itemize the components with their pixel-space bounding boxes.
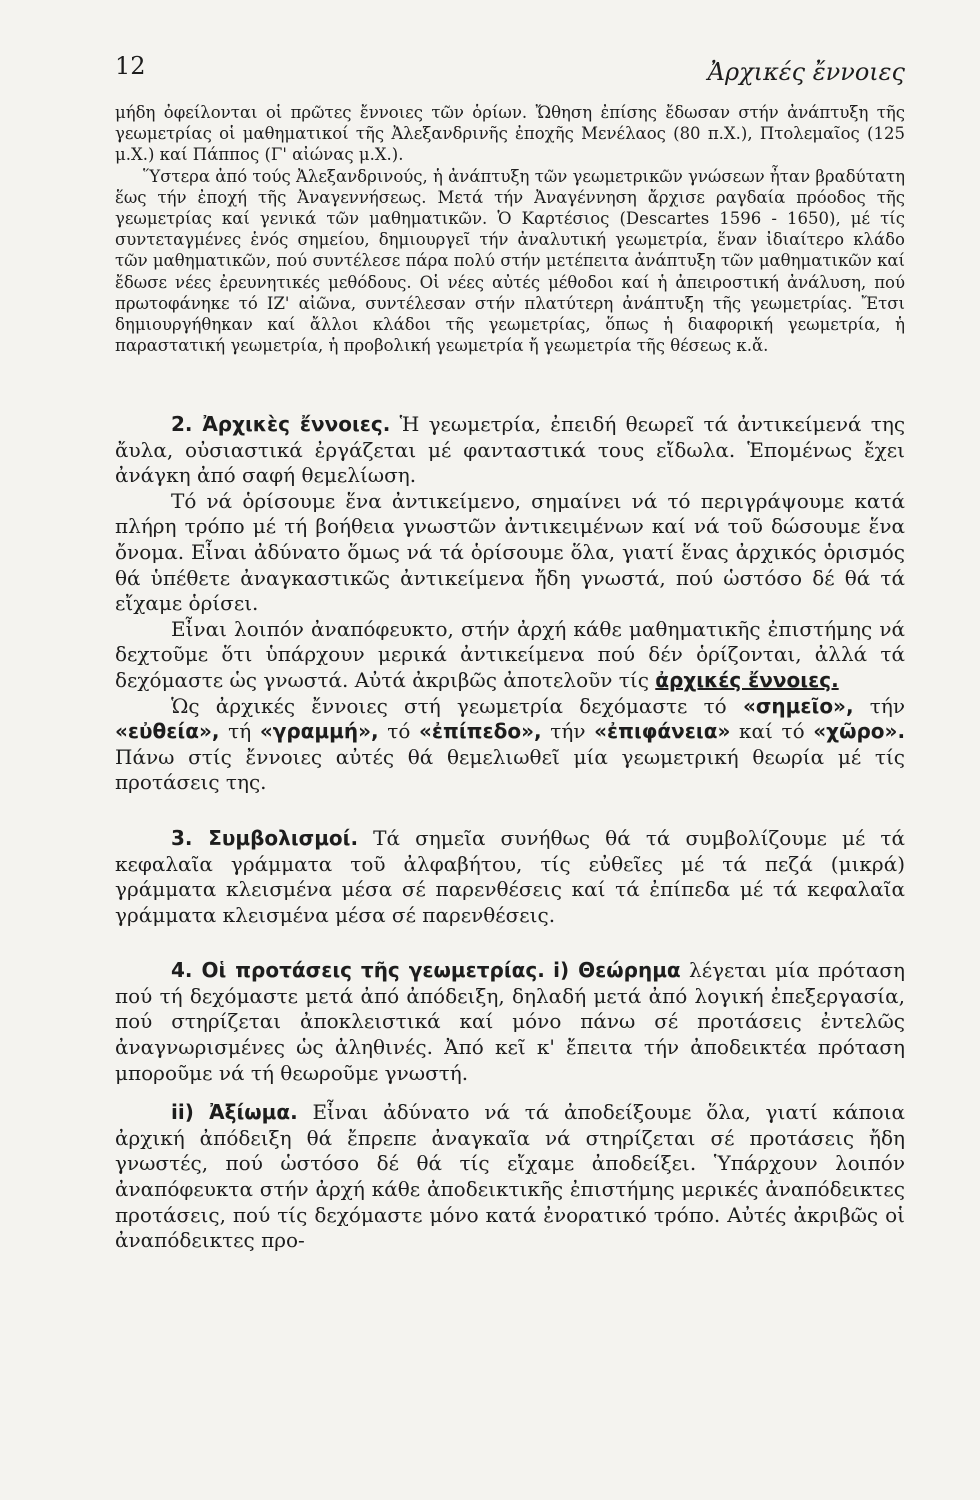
section-gap [115,796,905,826]
history-paragraph-2: Ὕστερα ἀπό τούς Ἀλεξανδρινούς, ἡ ἀνάπτυξη τῶν γεωμετρικῶν γνώσεων ἦταν βραδύτατη ἕως τήν ἐποχή τῆς Ἀναγεννήσεως. Μετά τήν Ἀναγέννηση ἄρχισε ραγδαία πρόοδος τῆς γεωμετρίας καί γενικά τῶν μαθηματικῶν. Ὁ Καρτέσιος (Descartes 1596 - 1650), μέ τίς συντεταγμένες ἑνός σημείου, δημιουργεῖ τήν ἀναλυτική γεωμετρία, ἕναν ἰδιαίτερο κλάδο τῶν μαθηματικῶν, πού συντέλεσε πάρα πολύ στήν μετέπειτα ἀνάπτυξη τῶν μαθηματικῶν καί ἔδωσε νέες ἐρευνητικές μεθόδους. Οἱ νέες αὐτές μέθοδοι καί ἡ ἀπειροστική ἀνάλυση, πού πρωτοφάνηκε τό ΙΖ' αἰῶνα, συντέλεσαν στήν πλατύτερη ἀνάπτυξη τῆς γεωμετρίας. Ἔτσι δημιουργήθηκαν καί ἄλλοι κλάδοι τῆς γεωμετρίας, ὅπως ἡ διαφορική γεωμετρία, ἡ παραστατική γεωμετρία, ἡ προβολική γεωμετρία ἤ γεωμετρία τῆς θέσεως κ.ἄ. [115,166,905,356]
term-space: «χῶρο». [813,719,906,744]
section-4-paragraph-2: ii) Ἀξίωμα. Εἶναι ἀδύνατο νά τά ἀποδείξουμε ὅλα, γιατί κάποια ἀρχική ἀπόδειξη θά ἔπρεπε ἀναγκαῖα νά στηρίζεται σέ προτάσεις ἤδη γνωστές, πού ὡστόσο δέ θά τίς εἴχαμε ἀποδείξει. Ὑπάρχουν λοιπόν ἀναπόφευκτα στήν ἀρχή κάθε ἀποδεικτικῆς ἐπιστήμης μερικές ἀναπόδεικτες προτάσεις, πού τίς δεχόμαστε μόνο κατά ἐνορατικό τρόπο. Αὐτές ἀκριβῶς οἱ ἀναπόδεικτες προ- [115,1100,906,1253]
primitive-notions-term: ἀρχικές ἔννοιες. [655,667,839,692]
axiom-term: ii) Ἀξίωμα. [171,1100,298,1125]
section-2-paragraph-1: 2. Ἀρχικὲς ἔννοιες. Ἡ γεωμετρία, ἐπειδή θεωρεῖ τά ἀντικείμενά της ἄυλα, οὐσιαστικά ἐργάζεται μέ φανταστικά τους εἴδωλα. Ἑπομένως ἔχει ἀνάγκη ἀπό σαφή θεμελίωση. [115,412,906,488]
section-4-paragraph-1: 4. Οἱ προτάσεις τῆς γεωμετρίας. i) Θεώρημα λέγεται μία πρόταση πού τή δεχόμαστε μετά ἀπό ἀπόδειξη, δηλαδή μετά ἀπό λογική ἐπεξεργασία, πού στηρίζεται ἀποκλειστικά καί μόνο πάνω σέ προτάσεις ἐντελῶς ἀναγνωρισμένες ὡς ἀληθινές. Ἀπό κεῖ κ' ἔπειτα τήν ἀποδεικτέα πρόταση μποροῦμε νά τή θεωροῦμε γνωστή. [115,958,906,1085]
history-section [115,102,905,356]
section-2-paragraph-3: Εἶναι λοιπόν ἀναπόφευκτο, στήν ἀρχή κάθε μαθηματικῆς ἐπιστήμης νά δεχτοῦμε ὅτι ὑπάρχουν μερικά ἀντικείμενα πού δέν ὁρίζονται, ἀλλά τά δεχόμαστε ὡς γνωστά. Αὐτά ἀκριβῶς ἀποτελοῦν τίς ἀρχικές ἔννοιες. [115,616,905,692]
section-3-heading: 3. Συμβολισμοί. [171,825,359,850]
term-curve: «γραμμή», [259,719,379,744]
history-paragraph-1: μήδη ὀφείλονται οἱ πρῶτες ἔννοιες τῶν ὁρίων. Ὤθηση ἐπίσης ἔδωσαν στήν ἀνάπτυξη τῆς γεωμετρίας οἱ μαθηματικοί τῆς Ἀλεξανδρινῆς ἐποχῆς Μενέλαος (80 π.Χ.), Πτολεμαῖος (125 μ.Χ.) καί Πάππος (Γ' αἰώνας μ.Χ.). [115,103,905,165]
term-plane: «ἐπίπεδο», [419,719,542,744]
subsection-gap [115,1086,905,1100]
main-text [115,412,905,1254]
section-gap [115,928,905,958]
section-2-heading: 2. Ἀρχικὲς ἔννοιες. [171,412,391,436]
term-surface: «ἐπιφάνεια» [594,719,731,744]
theorem-term: i) Θεώρημα [553,958,681,983]
section-2-paragraph-2: Τό νά ὁρίσουμε ἕνα ἀντικείμενο, σημαίνει νά τό περιγράψουμε κατά πλήρη τρόπο μέ τή βοήθεια γνωστῶν ἀντικειμένων καί νά τοῦ δώσουμε ἕνα ὄνομα. Εἶναι ἀδύνατο ὅμως νά τά ὁρίσουμε ὅλα, γιατί ἕνας ἀρχικός ὁρισμός θά ὑπέθετε ἀναγκαστικῶς ἀντικείμενα ἤδη γνωστά, πού ὡστόσο δέ θά τά εἴχαμε ὁρίσει. [115,488,905,616]
section-2-paragraph-4: Ὡς ἀρχικές ἔννοιες στή γεωμετρία δεχόμαστε τό «σημεῖο», τήν «εὐθεία», τή «γραμμή», τό «ἐπίπεδο», τήν «ἐπιφάνεια» καί τό «χῶρο». Πάνω στίς ἔννοιες αὐτές θά θεμελιωθεῖ μία γεωμετρική θεωρία μέ τίς προτάσεις της. [115,693,906,795]
running-head: Ἀρχικές ἔννοιες [707,58,905,86]
page-header [115,52,905,92]
section-4-heading: 4. Οἱ προτάσεις τῆς γεωμετρίας. [171,958,545,983]
term-point: «σημεῖο», [742,693,854,718]
term-line: «εὐθεία», [115,719,220,744]
page-number: 12 [115,52,146,80]
section-3-paragraph: 3. Συμβολισμοί. Τά σημεῖα συνήθως θά τά συμβολίζουμε μέ τά κεφαλαῖα γράμματα τοῦ ἀλφαβήτου, τίς εὐθεῖες μέ τά πεζά (μικρά) γράμματα κλεισμένα μέσα σέ παρενθέσεις καί τά ἐπίπεδα μέ τά κεφαλαῖα γράμματα κλεισμένα μέσα σέ παρενθέσεις. [115,825,905,927]
